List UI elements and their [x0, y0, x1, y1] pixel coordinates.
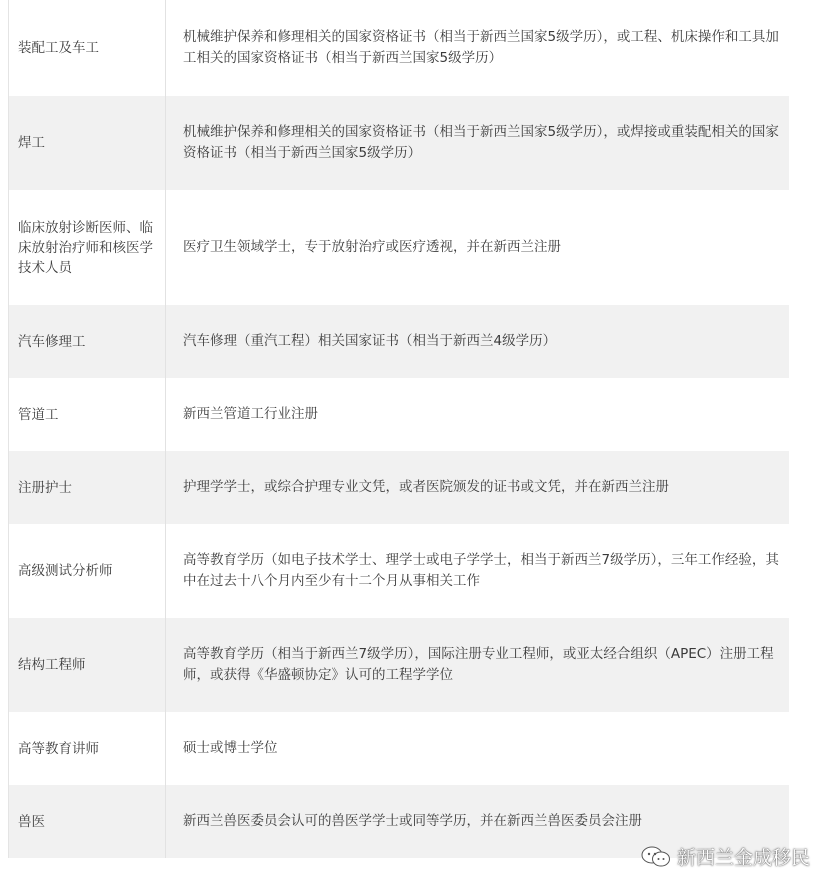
requirement-cell: 护理学学士，或综合护理专业文凭，或者医院颁发的证书或文凭，并在新西兰注册 — [183, 479, 669, 495]
occupation-table — [8, 0, 789, 858]
occupation-cell: 临床放射诊断医师、临床放射治疗师和核医学技术人员 — [9, 190, 166, 305]
occupation-cell: 汽车修理工 — [9, 305, 166, 378]
requirement-cell: 医疗卫生领域学士，专于放射治疗或医疗透视，并在新西兰注册 — [183, 239, 561, 255]
wechat-icon — [641, 845, 671, 869]
occupation-cell: 装配工及车工 — [9, 0, 166, 96]
requirement-cell: 新西兰兽医委员会认可的兽医学学士或同等学历，并在新西兰兽医委员会注册 — [183, 813, 642, 829]
table-row — [9, 96, 789, 190]
requirement-cell: 机械维护保养和修理相关的国家资格证书（相当于新西兰国家5级学历），或焊接或重装配相关的国家资格证书（相当于新西兰国家5级学历） — [183, 124, 779, 161]
watermark — [641, 843, 810, 870]
requirement-cell: 硕士或博士学位 — [183, 740, 278, 756]
table-row — [9, 712, 789, 785]
requirement-cell: 高等教育学历（相当于新西兰7级学历），国际注册专业工程师，或亚太经合组织（APEC）注册工程师，或获得《华盛顿协定》认可的工程学学位 — [183, 646, 774, 683]
watermark-text: 新西兰金成移民 — [676, 847, 810, 869]
occupation-cell: 兽医 — [9, 785, 166, 858]
occupation-cell: 焊工 — [9, 96, 166, 190]
table-row — [9, 524, 789, 618]
occupation-cell: 高级测试分析师 — [9, 524, 166, 618]
occupation-cell: 结构工程师 — [9, 618, 166, 712]
occupation-cell: 管道工 — [9, 378, 166, 451]
requirement-cell: 高等教育学历（如电子技术学士、理学士或电子学学士，相当于新西兰7级学历），三年工作经验，其中在过去十八个月内至少有十二个月从事相关工作 — [183, 552, 779, 589]
table-row — [9, 0, 789, 96]
table-row — [9, 451, 789, 524]
table-row — [9, 305, 789, 378]
occupation-cell: 高等教育讲师 — [9, 712, 166, 785]
table-row — [9, 378, 789, 451]
requirement-cell: 机械维护保养和修理相关的国家资格证书（相当于新西兰国家5级学历），或工程、机床操作和工具加工相关的国家资格证书（相当于新西兰国家5级学历） — [183, 29, 779, 66]
table-row — [9, 190, 789, 305]
requirement-cell: 汽车修理（重汽工程）相关国家证书（相当于新西兰4级学历） — [183, 333, 557, 349]
occupation-cell: 注册护士 — [9, 451, 166, 524]
table-row — [9, 618, 789, 712]
requirement-cell: 新西兰管道工行业注册 — [183, 406, 318, 422]
